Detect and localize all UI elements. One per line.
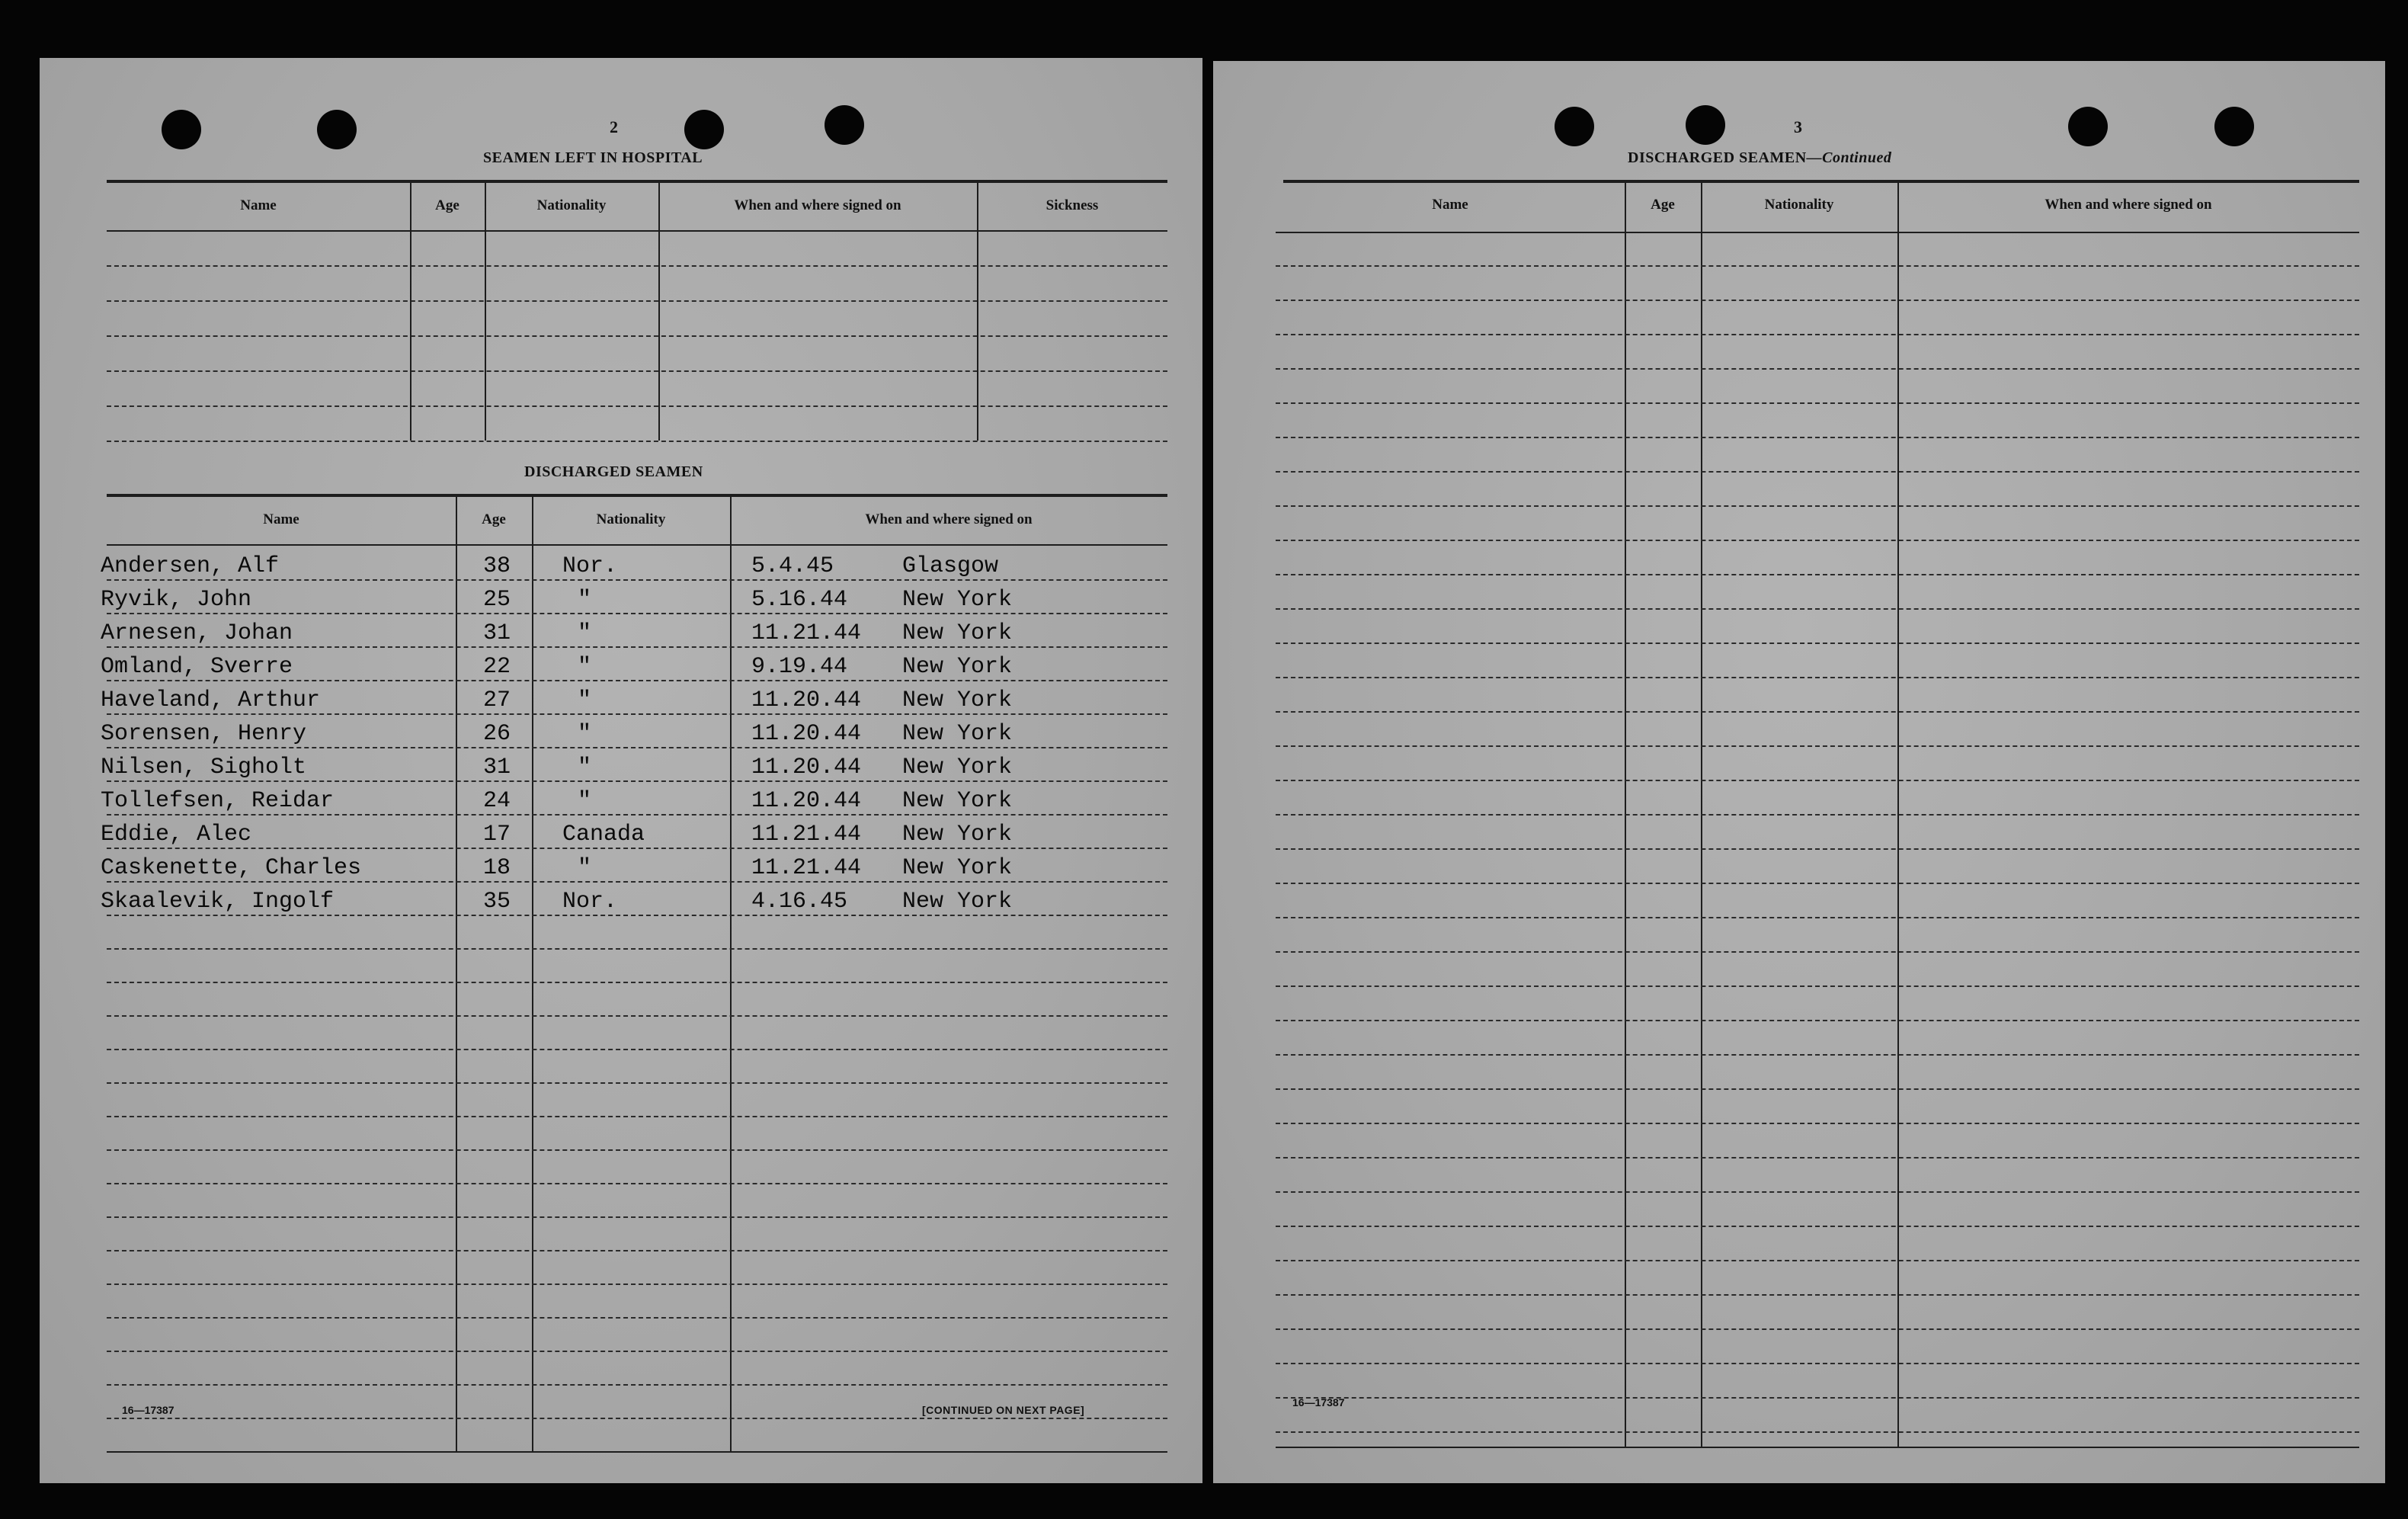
seaman-age: 31 — [483, 755, 511, 780]
signed-on-place: Glasgow — [902, 553, 999, 579]
signed-on-date: 11.21.44 — [751, 620, 862, 646]
signed-on-date: 4.16.45 — [751, 889, 848, 915]
punch-hole — [1555, 107, 1594, 146]
ruled-line — [107, 1015, 1167, 1017]
ruled-line — [107, 1418, 1167, 1419]
signed-on-place: New York — [902, 687, 1013, 713]
ruled-line — [1276, 1328, 2359, 1330]
table-bottom-rule — [1276, 1447, 2359, 1448]
column-header-age: Age — [435, 197, 460, 213]
ruled-line — [1276, 1397, 2359, 1399]
ruled-line — [1276, 1294, 2359, 1296]
seaman-nationality: Nor. — [562, 889, 618, 915]
signed-on-place: New York — [902, 788, 1013, 814]
signed-on-date: 11.20.44 — [751, 788, 862, 814]
table-bottom-rule — [107, 1451, 1167, 1453]
ruled-line — [1276, 711, 2359, 713]
signed-on-date: 11.20.44 — [751, 687, 862, 713]
ruled-line — [1276, 917, 2359, 918]
ruled-line — [1276, 985, 2359, 987]
seaman-age: 38 — [483, 553, 511, 579]
seaman-name: Haveland, Arthur — [101, 687, 321, 713]
seaman-nationality: " — [578, 855, 592, 881]
page-number: 3 — [1794, 117, 1802, 136]
seaman-name: Omland, Sverre — [101, 654, 293, 680]
seaman-age: 18 — [483, 855, 511, 881]
ruled-line — [1276, 883, 2359, 884]
punch-hole — [317, 110, 357, 149]
ruled-line — [107, 713, 1167, 715]
ruled-line — [107, 780, 1167, 782]
ruled-line — [1276, 848, 2359, 850]
column-header-nationality: Nationality — [1764, 197, 1834, 213]
ruled-line — [1276, 574, 2359, 575]
seaman-nationality: Canada — [562, 822, 645, 848]
signed-on-date: 11.21.44 — [751, 855, 862, 881]
ruled-line — [1276, 368, 2359, 370]
seaman-nationality: " — [578, 620, 592, 646]
punch-hole — [1686, 105, 1725, 145]
table-top-rule — [1283, 180, 2359, 183]
column-header-sickness: Sickness — [1045, 197, 1099, 213]
ruled-line — [107, 982, 1167, 983]
ruled-line — [1276, 471, 2359, 473]
column-header-signed-on: When and where signed on — [734, 197, 901, 213]
punch-hole — [162, 110, 201, 149]
ruled-line — [1276, 437, 2359, 438]
ruled-line — [107, 1283, 1167, 1285]
ruled-line — [1276, 643, 2359, 644]
signed-on-date: 5.16.44 — [751, 587, 848, 613]
seaman-nationality: " — [578, 788, 592, 814]
seaman-name: Caskenette, Charles — [101, 855, 362, 881]
ruled-line — [1276, 608, 2359, 610]
ruled-line — [107, 1049, 1167, 1050]
seaman-age: 17 — [483, 822, 511, 848]
ruled-line — [1276, 402, 2359, 404]
page-number: 2 — [610, 117, 618, 136]
ruled-line — [107, 1149, 1167, 1151]
signed-on-place: New York — [902, 855, 1013, 881]
signed-on-date: 9.19.44 — [751, 654, 848, 680]
ruled-line — [1276, 1363, 2359, 1364]
signed-on-date: 11.20.44 — [751, 755, 862, 780]
seaman-name: Tollefsen, Reidar — [101, 788, 335, 814]
ruled-line — [1276, 1054, 2359, 1056]
seaman-name: Nilsen, Sigholt — [101, 755, 307, 780]
ruled-line — [1276, 334, 2359, 335]
ruled-line — [1276, 1088, 2359, 1090]
signed-on-date: 11.20.44 — [751, 721, 862, 747]
ruled-line — [107, 680, 1167, 681]
ruled-line — [107, 747, 1167, 748]
right-page — [1213, 61, 2385, 1483]
ruled-line — [107, 1116, 1167, 1117]
form-number: 16—17387 — [1292, 1396, 1345, 1408]
discharged-continued-title — [1628, 149, 1891, 167]
signed-on-place: New York — [902, 822, 1013, 848]
signed-on-place: New York — [902, 587, 1013, 613]
ruled-line — [107, 1216, 1167, 1218]
seaman-age: 31 — [483, 620, 511, 646]
ruled-line — [1276, 1431, 2359, 1433]
seaman-age: 25 — [483, 587, 511, 613]
continued-note: [CONTINUED ON NEXT PAGE] — [922, 1404, 1085, 1416]
discharged-section-title: DISCHARGED SEAMEN — [524, 463, 703, 480]
ruled-line — [1276, 1157, 2359, 1158]
ruled-line — [107, 579, 1167, 581]
ruled-line — [107, 1384, 1167, 1386]
ruled-line — [107, 848, 1167, 849]
ruled-line — [107, 948, 1167, 950]
ruled-line — [1276, 300, 2359, 301]
ruled-line — [107, 1317, 1167, 1319]
table-top-rule — [107, 494, 1167, 497]
seaman-age: 35 — [483, 889, 511, 915]
seaman-name: Eddie, Alec — [101, 822, 252, 848]
ruled-line — [1276, 505, 2359, 507]
ruled-line — [1276, 780, 2359, 781]
punch-hole — [2214, 107, 2254, 146]
punch-hole — [2068, 107, 2108, 146]
hospital-section-title: SEAMEN LEFT IN HOSPITAL — [483, 149, 703, 166]
ruled-line — [1276, 1020, 2359, 1021]
seaman-name: Skaalevik, Ingolf — [101, 889, 335, 915]
table-top-rule — [107, 180, 1167, 183]
signed-on-place: New York — [902, 620, 1013, 646]
column-header-age: Age — [1651, 197, 1675, 213]
ruled-line — [107, 881, 1167, 883]
seaman-nationality: " — [578, 755, 592, 780]
ruled-line — [107, 1250, 1167, 1251]
ruled-line — [1276, 677, 2359, 678]
signed-on-place: New York — [902, 721, 1013, 747]
seaman-nationality: " — [578, 687, 592, 713]
seaman-name: Andersen, Alf — [101, 553, 280, 579]
title-suffix: —Continued — [1806, 149, 1892, 166]
ruled-line — [1276, 814, 2359, 816]
column-header-signed-on: When and where signed on — [2045, 197, 2212, 213]
ruled-line — [1276, 1226, 2359, 1227]
ruled-line — [1276, 540, 2359, 541]
seaman-age: 24 — [483, 788, 511, 814]
ruled-line — [107, 1082, 1167, 1084]
column-header-nationality: Nationality — [596, 511, 666, 527]
column-header-name: Name — [1432, 197, 1468, 213]
title-text: DISCHARGED SEAMEN — [1628, 149, 1807, 166]
ruled-line — [1276, 265, 2359, 267]
seaman-age: 22 — [483, 654, 511, 680]
seaman-age: 26 — [483, 721, 511, 747]
signed-on-date: 5.4.45 — [751, 553, 834, 579]
seaman-name: Arnesen, Johan — [101, 620, 293, 646]
form-number: 16—17387 — [122, 1404, 175, 1416]
ruled-line — [107, 1183, 1167, 1184]
ruled-line — [1276, 1123, 2359, 1124]
ruled-line — [1276, 1191, 2359, 1193]
header-rule — [1276, 232, 2359, 233]
ruled-line — [1276, 745, 2359, 747]
ruled-line — [107, 613, 1167, 614]
seaman-age: 27 — [483, 687, 511, 713]
column-header-signed-on: When and where signed on — [865, 511, 1033, 527]
ruled-line — [1276, 951, 2359, 953]
signed-on-place: New York — [902, 755, 1013, 780]
header-rule — [107, 544, 1167, 546]
punch-hole — [684, 110, 724, 149]
seaman-nationality: " — [578, 654, 592, 680]
column-header-age: Age — [482, 511, 506, 527]
signed-on-place: New York — [902, 889, 1013, 915]
header-rule — [107, 230, 1167, 232]
seaman-nationality: " — [578, 721, 592, 747]
ruled-line — [107, 814, 1167, 816]
ruled-line — [107, 915, 1167, 916]
signed-on-place: New York — [902, 654, 1013, 680]
left-page — [40, 58, 1202, 1483]
ruled-line — [107, 1351, 1167, 1352]
seaman-name: Sorensen, Henry — [101, 721, 307, 747]
ruled-line — [1276, 1260, 2359, 1261]
seaman-name: Ryvik, John — [101, 587, 252, 613]
column-header-nationality: Nationality — [536, 197, 607, 213]
punch-hole — [825, 105, 864, 145]
signed-on-date: 11.21.44 — [751, 822, 862, 848]
seaman-nationality: Nor. — [562, 553, 618, 579]
ruled-line — [107, 646, 1167, 648]
column-header-name: Name — [263, 511, 299, 527]
seaman-nationality: " — [578, 587, 592, 613]
column-header-name: Name — [240, 197, 277, 213]
